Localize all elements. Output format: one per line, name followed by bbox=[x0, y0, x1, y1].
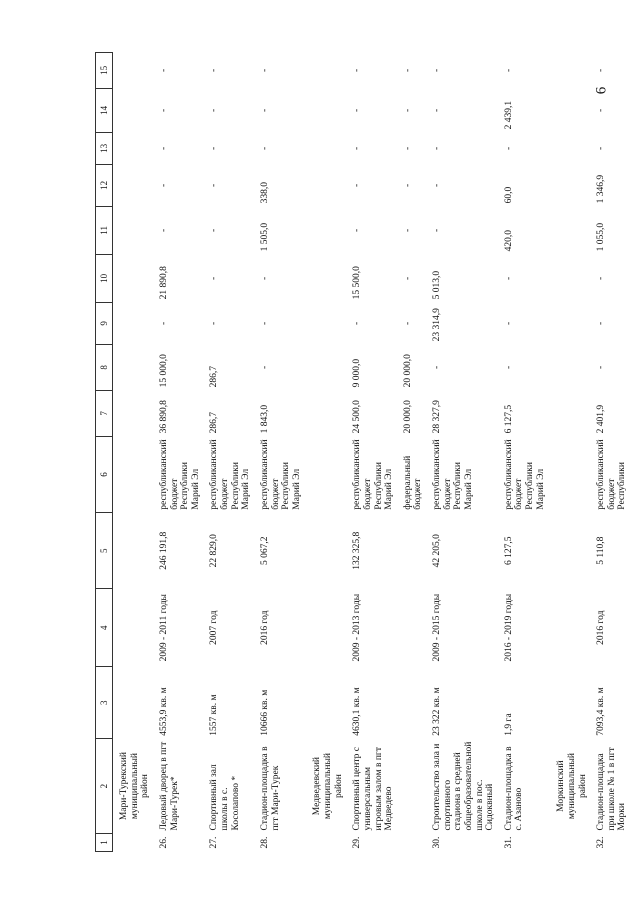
district-name: Мари-Турекский муниципальный район bbox=[119, 752, 151, 821]
cell-c8: 15 000,0 bbox=[158, 354, 169, 388]
period: 2009 - 2013 годы bbox=[352, 593, 363, 662]
header-cell: 14 bbox=[96, 88, 113, 132]
header-cell: 15 bbox=[96, 52, 113, 88]
funding-source: федеральный бюджет bbox=[402, 455, 424, 510]
cell-c11: - bbox=[432, 228, 443, 232]
district-name: Медведевский муниципальный район bbox=[312, 753, 344, 820]
cell-c12: - bbox=[209, 183, 220, 187]
cell-c12: - bbox=[158, 183, 169, 187]
cell-c11: 1 505,0 bbox=[259, 222, 270, 252]
object-name: Спортивный зал школы в с. Косолапово * bbox=[209, 764, 241, 831]
cell-c14: - bbox=[209, 108, 220, 112]
cell-c11: 420,0 bbox=[503, 230, 514, 252]
row-number: 30. bbox=[432, 836, 443, 849]
capacity: 1557 кв. м bbox=[209, 694, 220, 736]
period: 2016 год bbox=[259, 610, 270, 645]
cell-c9: 23 314,9 bbox=[432, 308, 443, 342]
cell-c8: - bbox=[596, 365, 607, 369]
page-number: 6 bbox=[593, 86, 610, 95]
cell-c14: - bbox=[596, 108, 607, 112]
cell-c14: - bbox=[259, 108, 270, 112]
total-cost: 5 067,2 bbox=[259, 536, 270, 565]
cell-c7: 2 401,9 bbox=[596, 404, 607, 434]
cell-c13: - bbox=[209, 146, 220, 150]
cell-c7: 28 327,9 bbox=[432, 400, 443, 434]
capacity: 1,9 га bbox=[503, 713, 514, 736]
cell-c13: - bbox=[402, 146, 413, 150]
row-number: 32. bbox=[596, 836, 607, 849]
header-cell: 4 bbox=[96, 589, 113, 667]
cell-c13: - bbox=[158, 146, 169, 150]
object-name: Стадион-площадка в пгт Мари-Турек bbox=[259, 746, 281, 831]
cell-c13: - bbox=[503, 146, 514, 150]
funding-source: республиканский бюджет Республики Марий Эл bbox=[158, 439, 201, 510]
cell-c12: 1 346,9 bbox=[596, 174, 607, 204]
cell-c8: 9 000,0 bbox=[352, 358, 363, 388]
funding-source: республиканский бюджет Республики bbox=[596, 439, 628, 510]
header-cell: 1 bbox=[96, 834, 113, 852]
header-cell: 12 bbox=[96, 164, 113, 206]
table-row bbox=[348, 52, 399, 851]
cell-c11: - bbox=[402, 228, 413, 232]
header-cell: 6 bbox=[96, 436, 113, 512]
cell-c11: - bbox=[352, 228, 363, 232]
cell-c9: - bbox=[158, 321, 169, 325]
header-cell: 5 bbox=[96, 513, 113, 589]
period: 2009 - 2011 годы bbox=[158, 594, 169, 662]
cell-c9: - bbox=[503, 321, 514, 325]
header-cell: 10 bbox=[96, 254, 113, 302]
cell-c14: - bbox=[352, 108, 363, 112]
total-cost: 5 110,8 bbox=[596, 536, 607, 565]
cell-c11: 1 055,0 bbox=[596, 222, 607, 252]
cell-c12: - bbox=[432, 183, 443, 187]
total-cost: 132 325,8 bbox=[352, 531, 363, 570]
cell-c7: 36 890,8 bbox=[158, 400, 169, 434]
row-number: 29. bbox=[352, 836, 363, 849]
cell-c7: 20 000,0 bbox=[402, 400, 413, 434]
district-row bbox=[113, 52, 155, 851]
period: 2009 - 2015 годы bbox=[432, 593, 443, 662]
cell-c7: 24 500,0 bbox=[352, 400, 363, 434]
row-number: 28. bbox=[259, 836, 270, 849]
cell-c15: - bbox=[209, 68, 220, 72]
capacity: 7093,4 кв. м bbox=[596, 687, 607, 736]
object-name: Строительство зала и спортивного стадиона в средней общеобразовательной школе в пос. Сидоквный bbox=[432, 741, 496, 831]
cell-c13: - bbox=[596, 146, 607, 150]
cell-c10: 5 013,0 bbox=[432, 270, 443, 300]
header-cell: 2 bbox=[96, 739, 113, 834]
cell-c13: - bbox=[352, 146, 363, 150]
header-cell: 9 bbox=[96, 302, 113, 344]
object-name: Ледовый дворец в пгт Мари-Турек* bbox=[158, 741, 180, 831]
header-cell: 13 bbox=[96, 132, 113, 164]
cell-c9: - bbox=[209, 321, 220, 325]
total-cost: 42 205,0 bbox=[432, 534, 443, 568]
table-row bbox=[428, 52, 500, 851]
capacity: 23 322 кв. м bbox=[432, 687, 443, 736]
funding-source: республиканский бюджет Республики Марий Эл bbox=[503, 439, 546, 510]
cell-c10: - bbox=[402, 276, 413, 280]
total-cost: 22 829,0 bbox=[209, 534, 220, 568]
header-cell: 8 bbox=[96, 344, 113, 390]
cell-c8: - bbox=[259, 365, 270, 369]
cell-c10: - bbox=[209, 276, 220, 280]
object-name: Стадион-площадка при школе № 1 в пгт Морки bbox=[596, 747, 628, 831]
header-row bbox=[96, 52, 113, 851]
cell-c10: 15 500,0 bbox=[352, 266, 363, 300]
cell-c7: 286,7 bbox=[209, 412, 220, 434]
cell-c15: - bbox=[596, 68, 607, 72]
cell-c14: - bbox=[402, 108, 413, 112]
district-row bbox=[550, 52, 592, 851]
header-cell: 11 bbox=[96, 206, 113, 254]
cell-c11: - bbox=[209, 228, 220, 232]
cell-c13: - bbox=[259, 146, 270, 150]
cell-c15: - bbox=[158, 68, 169, 72]
row-number: 27. bbox=[209, 836, 220, 849]
table-row bbox=[155, 52, 206, 851]
funding-source: республиканский бюджет Республики Марий Эл bbox=[352, 439, 395, 510]
cell-c8: - bbox=[432, 365, 443, 369]
header-cell: 3 bbox=[96, 667, 113, 739]
object-name: Стадион-площадка в с. Азаново bbox=[503, 746, 525, 831]
cell-c10: - bbox=[503, 276, 514, 280]
period: 2016 - 2019 годы bbox=[503, 593, 514, 662]
header-cell: 7 bbox=[96, 390, 113, 436]
table-row bbox=[256, 52, 307, 851]
district-name: Моркинский муниципальный район bbox=[556, 753, 588, 820]
cell-c15: - bbox=[352, 68, 363, 72]
cell-c12: 338,0 bbox=[259, 182, 270, 204]
row-number: 31. bbox=[503, 836, 514, 849]
cell-c10: - bbox=[596, 276, 607, 280]
capacity: 10666 кв. м bbox=[259, 689, 270, 736]
cell-c12: - bbox=[402, 183, 413, 187]
cell-c10: 21 890,8 bbox=[158, 266, 169, 300]
funding-source: республиканский бюджет Республики Марий Эл bbox=[259, 439, 302, 510]
funding-source: республиканский бюджет Республики Марий Эл bbox=[209, 439, 252, 510]
cell-c12: 60,0 bbox=[503, 186, 514, 204]
cell-c11: - bbox=[158, 228, 169, 232]
cell-c7: 6 127,5 bbox=[503, 404, 514, 434]
cell-c12: - bbox=[352, 183, 363, 187]
cell-c15: - bbox=[259, 68, 270, 72]
cell-c9: - bbox=[259, 321, 270, 325]
cell-c7: 1 843,0 bbox=[259, 404, 270, 434]
cell-c9: - bbox=[596, 321, 607, 325]
capacity: 4630,1 кв. м bbox=[352, 687, 363, 736]
cell-c8: - bbox=[503, 365, 514, 369]
capacity: 4553,9 кв. м bbox=[158, 687, 169, 736]
total-cost: 246 191,8 bbox=[158, 531, 169, 570]
period: 2007 год bbox=[209, 610, 220, 645]
cell-c8: 286,7 bbox=[209, 366, 220, 388]
cell-c13: - bbox=[432, 146, 443, 150]
cell-c9: - bbox=[402, 321, 413, 325]
row-number: 26. bbox=[158, 836, 169, 849]
cell-c10: - bbox=[259, 276, 270, 280]
funding-source: республиканский бюджет Республики Марий Эл bbox=[432, 439, 474, 510]
cell-c15: - bbox=[402, 68, 413, 72]
cell-c8: 20 000,0 bbox=[402, 354, 413, 388]
cell-c9: - bbox=[352, 321, 363, 325]
cell-c14: - bbox=[432, 108, 443, 112]
table-row bbox=[592, 52, 632, 851]
object-name: Спортивный центр с универсальным игровым залом в пгт Медведево bbox=[352, 747, 395, 831]
cell-c14: - bbox=[158, 108, 169, 112]
total-cost: 6 127,5 bbox=[503, 536, 514, 565]
cell-c15: - bbox=[503, 68, 514, 72]
cell-c14: 2 439,1 bbox=[503, 100, 514, 130]
period: 2016 год bbox=[596, 610, 607, 645]
cell-c15: - bbox=[432, 68, 443, 72]
program-table bbox=[95, 52, 632, 852]
table-row bbox=[500, 52, 551, 851]
district-row bbox=[306, 52, 348, 851]
table-row bbox=[205, 52, 256, 851]
